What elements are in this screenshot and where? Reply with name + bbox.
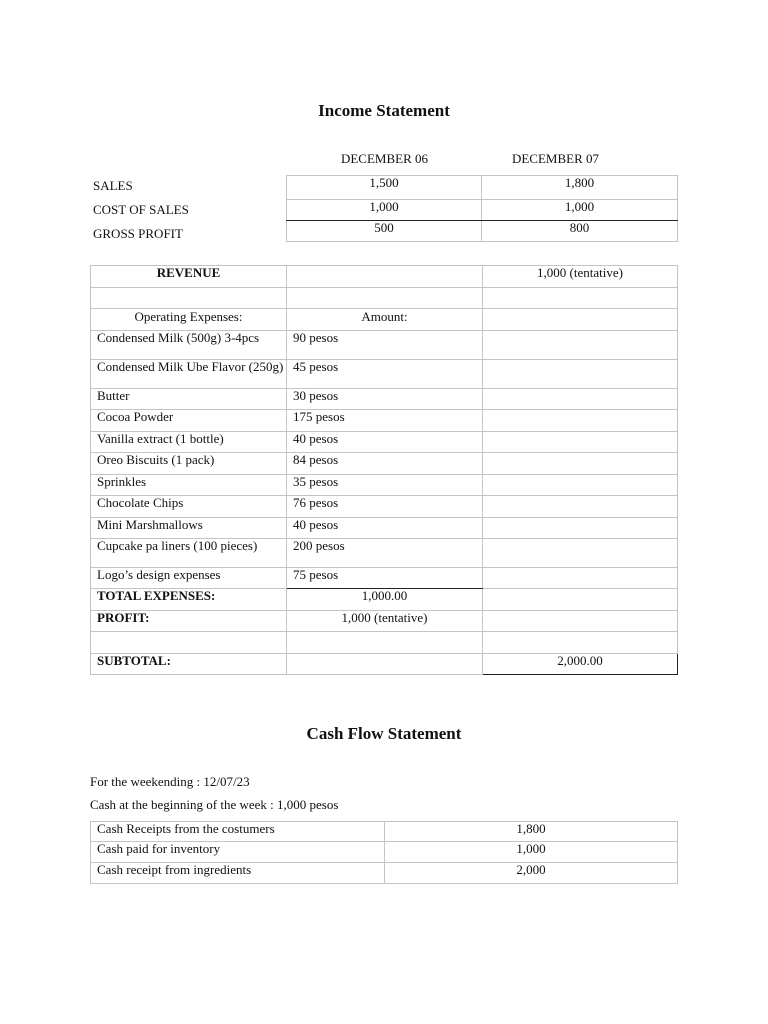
sales-dec07: 1,800: [482, 176, 678, 200]
cost-of-sales-dec07: 1,000: [482, 200, 678, 221]
expense-amount: 84 pesos: [287, 453, 483, 475]
cash-flow-value: 1,800: [385, 822, 678, 842]
column-header-december-07: DECEMBER 07: [511, 151, 600, 166]
expense-row: [91, 453, 678, 475]
cost-of-sales-dec06: 1,000: [287, 200, 482, 221]
subtotal-value: 2,000.00: [483, 654, 678, 675]
expense-amount: 45 pesos: [287, 360, 483, 389]
expense-row: [91, 475, 678, 496]
expense-row: [91, 331, 678, 360]
income-figures-table: [286, 175, 678, 242]
expense-row: [91, 410, 678, 432]
expense-amount: 175 pesos: [287, 410, 483, 432]
expense-name: Butter: [91, 389, 287, 410]
column-header-december-06: DECEMBER 06: [340, 151, 429, 166]
expense-amount: 40 pesos: [287, 518, 483, 539]
expense-row: [91, 539, 678, 568]
subtotal-label: SUBTOTAL:: [91, 654, 287, 675]
profit-row: [91, 611, 678, 632]
expense-name: Vanilla extract (1 bottle): [91, 432, 287, 453]
expense-name: Sprinkles: [91, 475, 287, 496]
sales-label: SALES: [93, 178, 133, 193]
gross-profit-row: [287, 221, 678, 242]
total-expenses-row: [91, 589, 678, 611]
weekending-text: For the weekending : 12/07/23: [90, 774, 250, 789]
cash-flow-label: Cash paid for inventory: [91, 842, 385, 863]
expense-amount: 40 pesos: [287, 432, 483, 453]
cash-flow-row: [91, 842, 678, 863]
total-expenses-value: 1,000.00: [287, 589, 483, 611]
revenue-value: 1,000 (tentative): [483, 266, 678, 288]
beginning-cash-text: Cash at the beginning of the week : 1,000 pesos: [90, 797, 339, 812]
expense-amount: 30 pesos: [287, 389, 483, 410]
expense-name: Cupcake pa liners (100 pieces): [91, 539, 287, 568]
expense-amount: 75 pesos: [287, 568, 483, 589]
cash-flow-label: Cash receipt from ingredients: [91, 863, 385, 884]
cash-flow-value: 1,000: [385, 842, 678, 863]
gross-profit-dec07: 800: [482, 221, 678, 242]
cash-flow-row: [91, 822, 678, 842]
expense-amount: 76 pesos: [287, 496, 483, 518]
expense-amount: 90 pesos: [287, 331, 483, 360]
expense-row: [91, 389, 678, 410]
gross-profit-dec06: 500: [287, 221, 482, 242]
expense-row: [91, 432, 678, 453]
empty-row: [91, 632, 678, 654]
cash-flow-table: [90, 821, 678, 884]
expense-name: Condensed Milk Ube Flavor (250g): [91, 360, 287, 389]
cash-flow-label: Cash Receipts from the costumers: [91, 822, 385, 842]
cash-flow-row: [91, 863, 678, 884]
expense-name: Cocoa Powder: [91, 410, 287, 432]
expense-row: [91, 518, 678, 539]
operating-expenses-header: Operating Expenses:: [91, 309, 287, 331]
cost-of-sales-row: [287, 200, 678, 221]
cash-flow-title: Cash Flow Statement: [306, 724, 462, 743]
expense-name: Condensed Milk (500g) 3-4pcs: [91, 331, 287, 360]
expense-name: Mini Marshmallows: [91, 518, 287, 539]
income-statement-title: Income Statement: [318, 101, 450, 120]
subtotal-row: [91, 654, 678, 675]
expense-amount: 200 pesos: [287, 539, 483, 568]
empty-row: [91, 288, 678, 309]
total-expenses-label: TOTAL EXPENSES:: [91, 589, 287, 611]
expenses-table: [90, 265, 678, 675]
profit-label: PROFIT:: [91, 611, 287, 632]
amount-header: Amount:: [287, 309, 483, 331]
gross-profit-label: GROSS PROFIT: [93, 226, 183, 241]
cash-flow-value: 2,000: [385, 863, 678, 884]
expense-name: Chocolate Chips: [91, 496, 287, 518]
revenue-label: REVENUE: [91, 266, 287, 288]
revenue-row: [91, 266, 678, 288]
expense-name: Logo’s design expenses: [91, 568, 287, 589]
sales-row: [287, 176, 678, 200]
cost-of-sales-label: COST OF SALES: [93, 202, 189, 217]
expenses-header-row: [91, 309, 678, 331]
expense-row: [91, 496, 678, 518]
profit-value: 1,000 (tentative): [287, 611, 483, 632]
expense-row: [91, 360, 678, 389]
expense-amount: 35 pesos: [287, 475, 483, 496]
expense-name: Oreo Biscuits (1 pack): [91, 453, 287, 475]
sales-dec06: 1,500: [287, 176, 482, 200]
expense-row: [91, 568, 678, 589]
